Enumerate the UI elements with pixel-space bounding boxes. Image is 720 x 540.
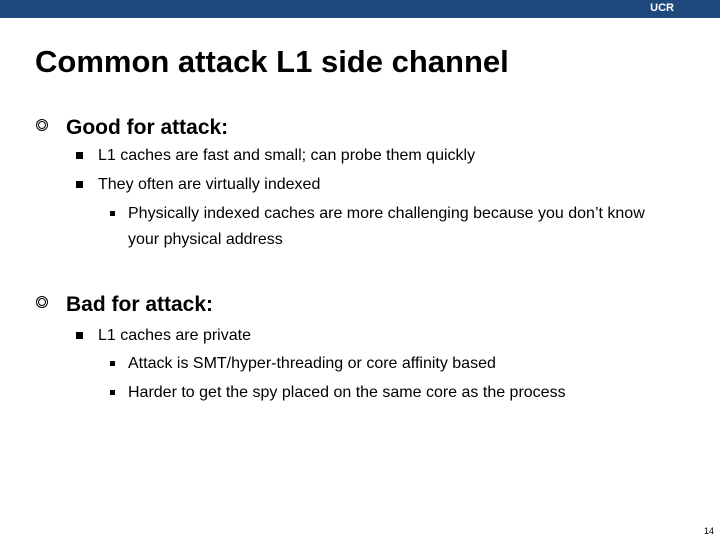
slide-body: Good for attack: L1 caches are fast and small; can probe them quickly They often are virtually indexed Physically indexed caches are more challenging because you don’t know your physical address Bad for attack: L1 caches are private Attack is SMT/hyper-threading or core affinity based Harder to get the spy placed on the same core as the process	[0, 0, 720, 540]
circle-bullet-icon	[36, 119, 48, 131]
page-number: 14	[703, 526, 714, 536]
org-label: UCR	[650, 2, 674, 14]
slide-title: Common attack L1 side channel	[35, 44, 509, 79]
square-bullet-icon	[110, 390, 115, 395]
circle-bullet-icon	[36, 296, 48, 308]
square-bullet-icon	[76, 332, 83, 339]
square-bullet-icon	[76, 181, 83, 188]
square-bullet-icon	[76, 152, 83, 159]
square-bullet-icon	[110, 361, 115, 366]
square-bullet-icon	[110, 211, 115, 216]
